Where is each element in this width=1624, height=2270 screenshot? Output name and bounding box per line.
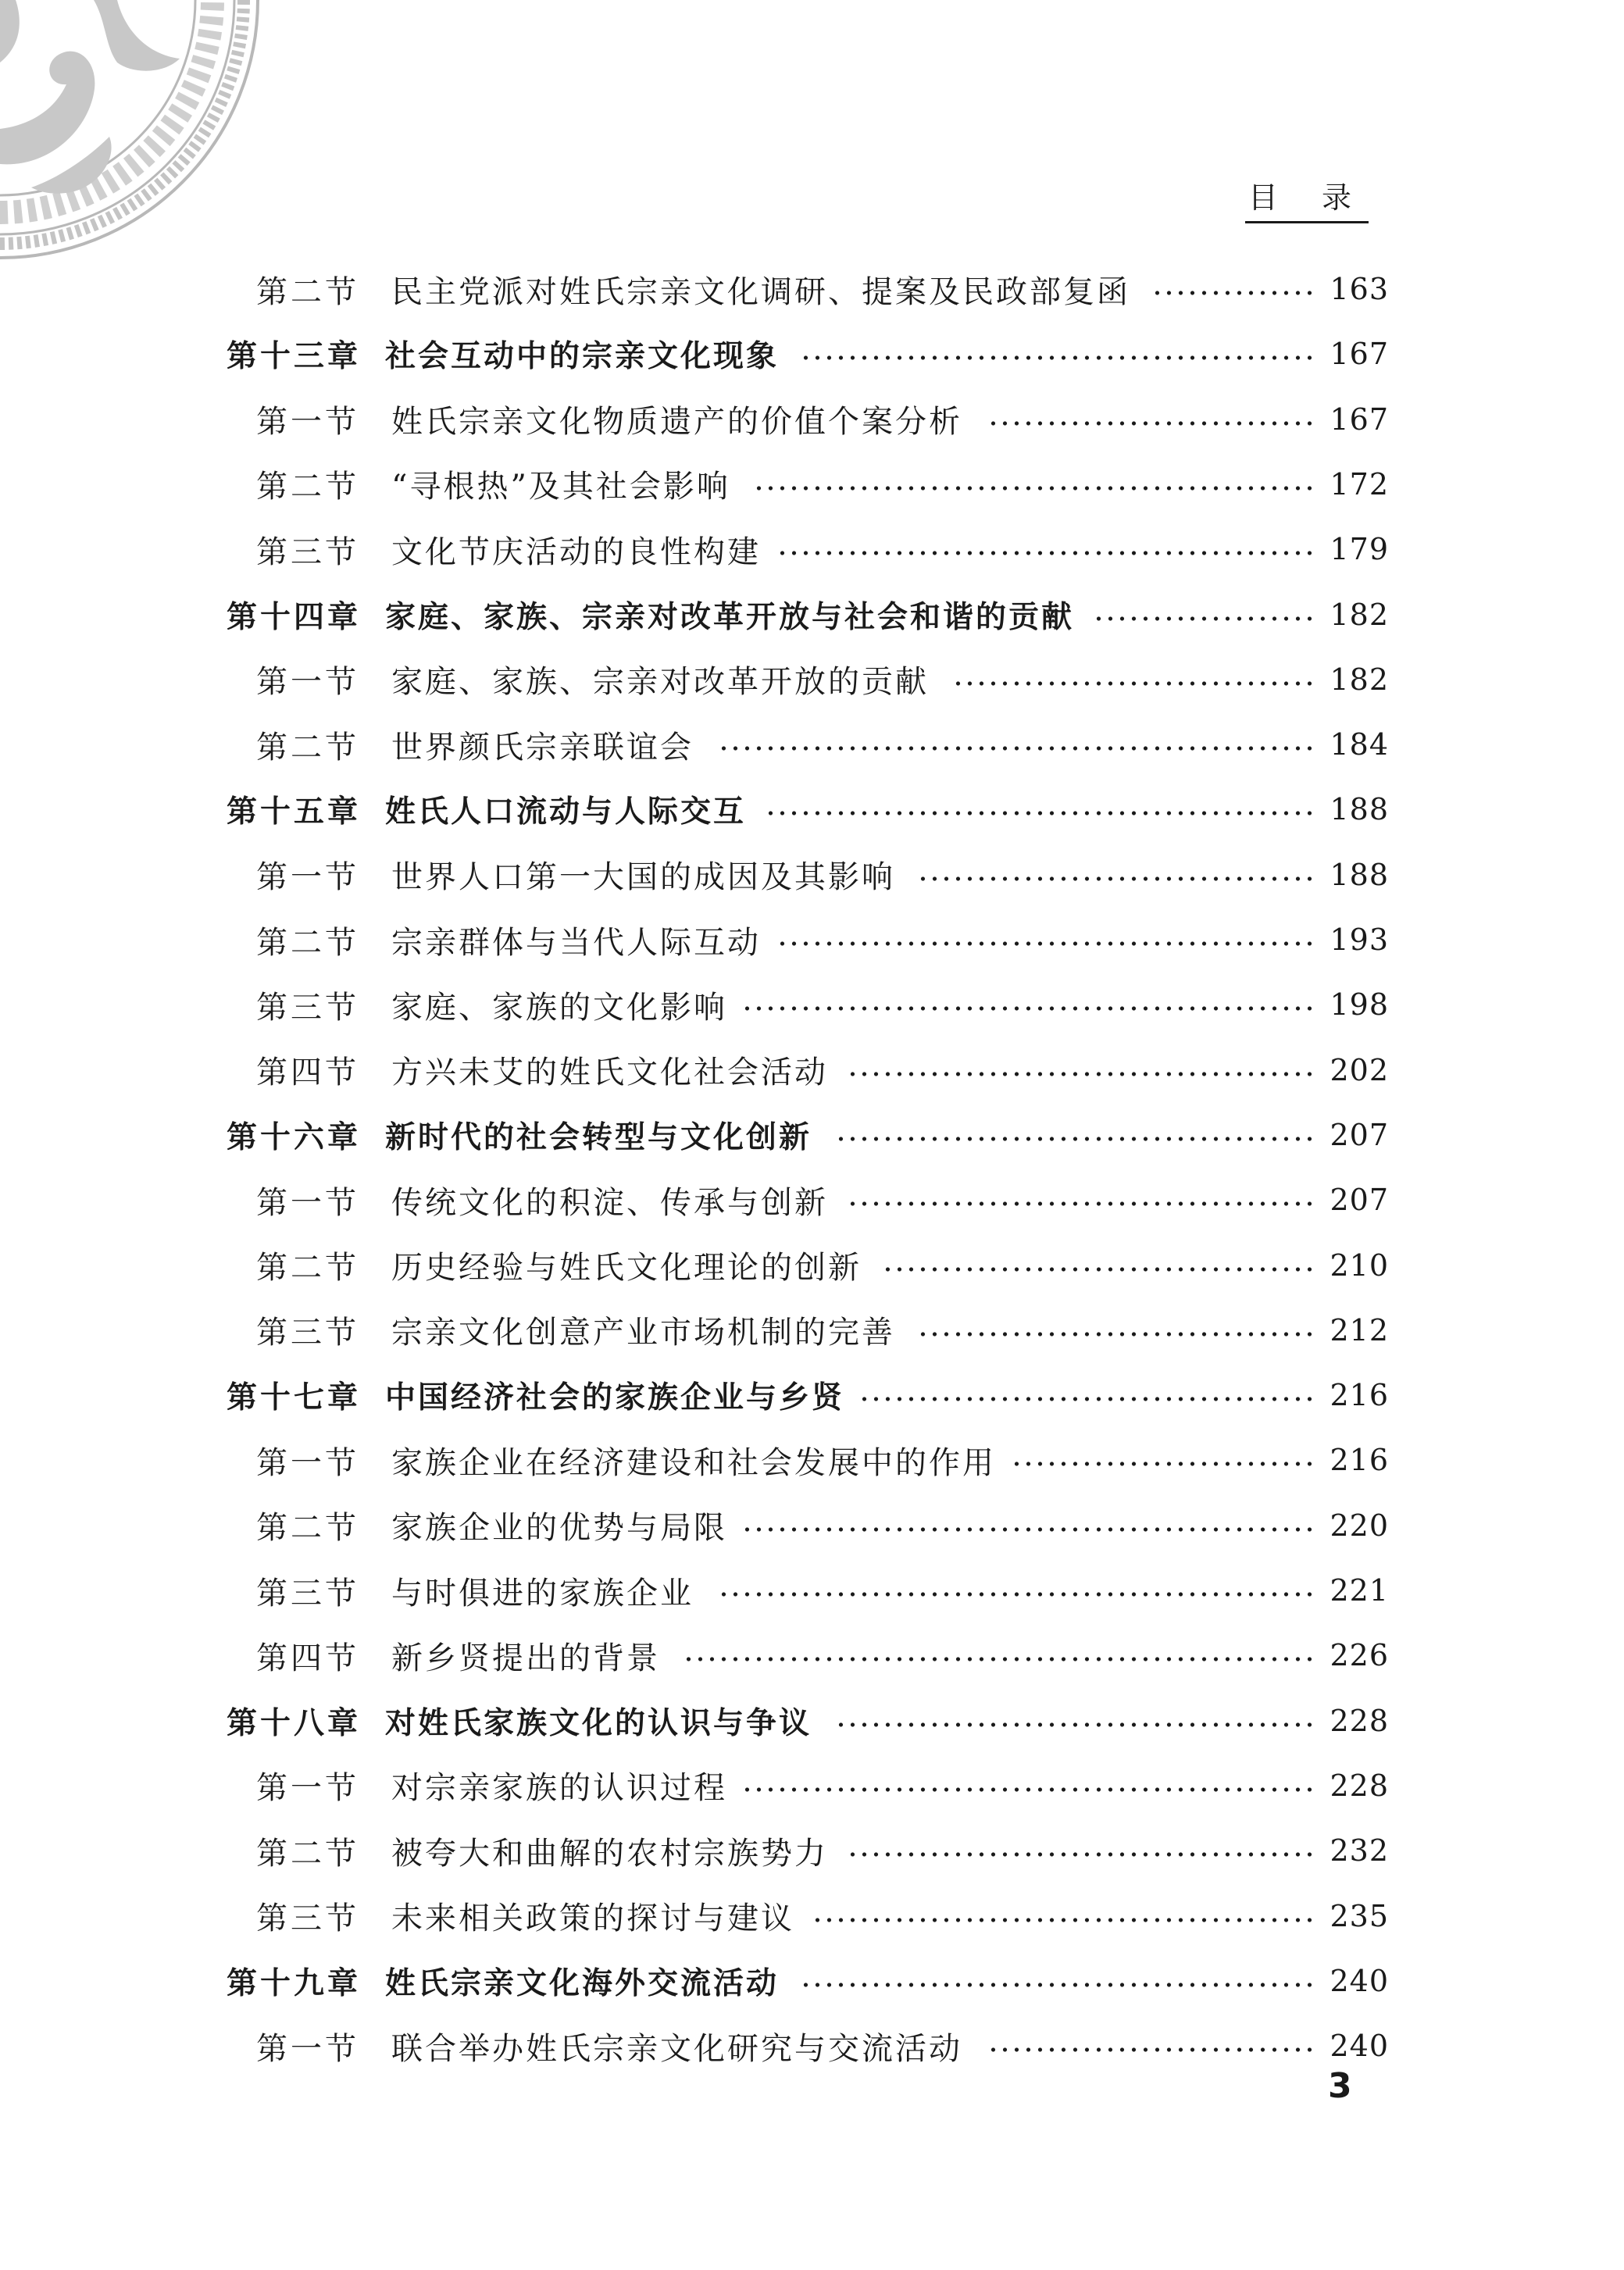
toc-entry-label: 第十三章 xyxy=(227,339,362,375)
toc-entry-label: 第十八章 xyxy=(227,1705,362,1741)
toc-leader-dots xyxy=(1011,1460,1315,1468)
toc-entry-page: 221 xyxy=(1330,1573,1389,1608)
toc-entry-title: 家族企业的优势与局限 xyxy=(391,1510,727,1547)
toc-section-entry xyxy=(0,977,1624,1032)
toc-entry-page: 163 xyxy=(1330,272,1389,306)
toc-entry-title: 家庭、家族、宗亲对改革开放的贡献 xyxy=(391,664,929,701)
toc-entry-page: 188 xyxy=(1330,857,1389,892)
toc-entry-label: 第一节 xyxy=(256,1770,359,1807)
toc-section-entry xyxy=(0,1433,1624,1487)
toc-entry-title: 姓氏人口流动与人际交互 xyxy=(385,794,747,830)
toc-leader-dots xyxy=(753,484,1315,492)
toc-entry-label: 第十五章 xyxy=(227,794,362,830)
toc-chapter-entry xyxy=(0,327,1624,381)
toc-entry-title: 方兴未艾的姓氏文化社会活动 xyxy=(391,1055,828,1091)
toc-leader-dots xyxy=(847,1070,1315,1078)
toc-entry-label: 第四节 xyxy=(256,1055,359,1091)
toc-entry-label: 第一节 xyxy=(256,1184,359,1221)
toc-entry-title: 传统文化的积淀、传承与创新 xyxy=(391,1184,828,1221)
toc-entry-title: 对宗亲家族的认识过程 xyxy=(391,1770,727,1807)
toc-leader-dots xyxy=(765,809,1315,817)
toc-entry-title: 中国经济社会的家族企业与乡贤 xyxy=(385,1380,845,1416)
page-header-title: 目 录 xyxy=(1245,173,1369,223)
toc-section-entry xyxy=(0,522,1624,576)
toc-chapter-entry xyxy=(0,1954,1624,2008)
toc-entry-page: 179 xyxy=(1330,532,1389,567)
toc-leader-dots xyxy=(683,1655,1315,1663)
toc-entry-title: 新乡贤提出的背景 xyxy=(391,1640,660,1676)
toc-section-entry xyxy=(0,1889,1624,1943)
toc-entry-page: 172 xyxy=(1330,466,1389,501)
toc-entry-page: 240 xyxy=(1330,1963,1389,1998)
toc-leader-dots xyxy=(987,2046,1315,2054)
toc-entry-label: 第二节 xyxy=(256,924,359,961)
toc-entry-label: 第十九章 xyxy=(227,1965,362,2001)
toc-chapter-entry xyxy=(0,1108,1624,1162)
toc-entry-page: 207 xyxy=(1330,1117,1389,1152)
toc-entry-title: 宗亲文化创意产业市场机制的完善 xyxy=(391,1315,895,1351)
toc-leader-dots xyxy=(858,1395,1315,1403)
toc-leader-dots xyxy=(835,1135,1315,1143)
toc-entry-label: 第十六章 xyxy=(227,1119,362,1155)
toc-section-entry xyxy=(0,1303,1624,1358)
toc-entry-title: 未来相关政策的探讨与建议 xyxy=(391,1901,794,1936)
toc-entry-page: 167 xyxy=(1330,337,1389,372)
toc-entry-page: 232 xyxy=(1330,1833,1389,1868)
toc-entry-page: 235 xyxy=(1330,1898,1389,1933)
toc-entry-label: 第一节 xyxy=(256,404,359,441)
toc-entry-title: 新时代的社会转型与文化创新 xyxy=(385,1119,812,1155)
toc-entry-title: 民主党派对姓氏宗亲文化调研、提案及民政部复函 xyxy=(391,273,1130,310)
toc-section-entry xyxy=(0,1758,1624,1813)
toc-entry-page: 207 xyxy=(1330,1183,1389,1218)
toc-leader-dots xyxy=(776,549,1315,557)
toc-leader-dots xyxy=(847,1851,1315,1858)
toc-entry-page: 216 xyxy=(1330,1378,1389,1413)
toc-section-entry xyxy=(0,1238,1624,1293)
toc-entry-page: 212 xyxy=(1330,1312,1389,1347)
toc-section-entry xyxy=(0,457,1624,512)
toc-entry-label: 第三节 xyxy=(256,1315,359,1351)
toc-entry-label: 第十四章 xyxy=(227,599,362,635)
toc-section-entry xyxy=(0,392,1624,447)
toc-entry-label: 第二节 xyxy=(256,1250,359,1286)
toc-leader-dots xyxy=(882,1265,1315,1273)
toc-entry-title: 姓氏宗亲文化物质遗产的价值个案分析 xyxy=(391,404,962,441)
toc-section-entry xyxy=(0,717,1624,772)
toc-entry-title: 宗亲群体与当代人际互动 xyxy=(391,924,761,961)
toc-leader-dots xyxy=(847,1200,1315,1208)
toc-chapter-entry xyxy=(0,782,1624,837)
toc-entry-title: 联合举办姓氏宗亲文化研究与交流活动 xyxy=(391,2030,962,2067)
toc-chapter-entry xyxy=(0,1694,1624,1748)
toc-leader-dots xyxy=(1151,289,1315,297)
toc-entry-page: 188 xyxy=(1330,792,1389,827)
toc-entry-label: 第一节 xyxy=(256,1444,359,1481)
decorative-corner-ornament xyxy=(0,0,266,266)
toc-leader-dots xyxy=(741,1786,1315,1794)
toc-entry-page: 167 xyxy=(1330,402,1389,437)
toc-section-entry xyxy=(0,2018,1624,2073)
toc-entry-title: 被夸大和曲解的农村宗族势力 xyxy=(391,1835,828,1872)
toc-entry-label: 第三节 xyxy=(256,1575,359,1611)
toc-section-entry xyxy=(0,1563,1624,1618)
toc-entry-title: 社会互动中的宗亲文化现象 xyxy=(385,339,780,375)
toc-entry-label: 第二节 xyxy=(256,469,359,505)
toc-leader-dots xyxy=(952,680,1315,687)
toc-entry-page: 220 xyxy=(1330,1508,1389,1543)
toc-entry-title: “寻根热”及其社会影响 xyxy=(391,469,730,505)
toc-entry-title: 与时俱进的家族企业 xyxy=(391,1575,694,1611)
toc-entry-label: 第四节 xyxy=(256,1640,359,1676)
toc-section-entry xyxy=(0,652,1624,707)
toc-entry-title: 世界人口第一大国的成因及其影响 xyxy=(391,859,895,896)
toc-section-entry xyxy=(0,1628,1624,1683)
toc-entry-label: 第二节 xyxy=(256,1835,359,1872)
toc-section-entry xyxy=(0,1043,1624,1098)
toc-section-entry xyxy=(0,912,1624,967)
toc-entry-label: 第三节 xyxy=(256,989,359,1026)
toc-section-entry xyxy=(0,1823,1624,1878)
toc-leader-dots xyxy=(917,1330,1315,1338)
toc-entry-page: 198 xyxy=(1330,987,1389,1023)
toc-entry-title: 世界颜氏宗亲联谊会 xyxy=(391,729,694,766)
toc-section-entry xyxy=(0,1172,1624,1227)
toc-leader-dots xyxy=(718,744,1315,752)
toc-leader-dots xyxy=(1093,615,1315,623)
toc-entry-label: 第一节 xyxy=(256,859,359,896)
toc-entry-page: 216 xyxy=(1330,1443,1389,1478)
toc-section-entry xyxy=(0,262,1624,316)
toc-leader-dots xyxy=(800,1981,1315,1989)
toc-entry-label: 第一节 xyxy=(256,664,359,701)
toc-entry-title: 家族企业在经济建设和社会发展中的作用 xyxy=(391,1444,996,1481)
toc-entry-label: 第一节 xyxy=(256,2030,359,2067)
toc-leader-dots xyxy=(835,1721,1315,1729)
toc-leader-dots xyxy=(741,1526,1315,1533)
toc-entry-page: 193 xyxy=(1330,923,1389,957)
toc-entry-page: 210 xyxy=(1330,1247,1389,1283)
toc-entry-page: 228 xyxy=(1330,1703,1389,1738)
toc-entry-page: 182 xyxy=(1330,662,1389,697)
toc-entry-label: 第二节 xyxy=(256,729,359,766)
toc-leader-dots xyxy=(718,1590,1315,1598)
toc-entry-label: 第二节 xyxy=(256,1510,359,1547)
toc-entry-page: 228 xyxy=(1330,1768,1389,1803)
toc-entry-title: 历史经验与姓氏文化理论的创新 xyxy=(391,1250,862,1286)
toc-chapter-entry xyxy=(0,1368,1624,1422)
toc-leader-dots xyxy=(987,419,1315,427)
toc-leader-dots xyxy=(917,875,1315,883)
toc-section-entry xyxy=(0,848,1624,902)
toc-entry-title: 家庭、家族的文化影响 xyxy=(391,989,727,1026)
toc-leader-dots xyxy=(741,1005,1315,1012)
toc-entry-page: 182 xyxy=(1330,597,1389,632)
toc-leader-dots xyxy=(800,354,1315,362)
toc-entry-title: 姓氏宗亲文化海外交流活动 xyxy=(385,1965,780,2001)
toc-entry-title: 对姓氏家族文化的认识与争议 xyxy=(385,1705,812,1741)
toc-entry-page: 226 xyxy=(1330,1638,1389,1673)
toc-entry-page: 202 xyxy=(1330,1052,1389,1087)
toc-entry-label: 第十七章 xyxy=(227,1380,362,1416)
toc-leader-dots xyxy=(812,1916,1315,1924)
toc-entry-title: 文化节庆活动的良性构建 xyxy=(391,534,761,570)
toc-entry-page: 184 xyxy=(1330,727,1389,762)
toc-entry-page: 240 xyxy=(1330,2029,1389,2064)
toc-entry-title: 家庭、家族、宗亲对改革开放与社会和谐的贡献 xyxy=(385,599,1075,635)
toc-chapter-entry xyxy=(0,587,1624,642)
toc-entry-label: 第二节 xyxy=(256,273,359,310)
toc-entry-label: 第三节 xyxy=(256,534,359,570)
toc-section-entry xyxy=(0,1498,1624,1553)
toc-entry-label: 第三节 xyxy=(256,1901,359,1936)
page-number: 3 xyxy=(1328,2066,1352,2106)
toc-leader-dots xyxy=(776,940,1315,948)
